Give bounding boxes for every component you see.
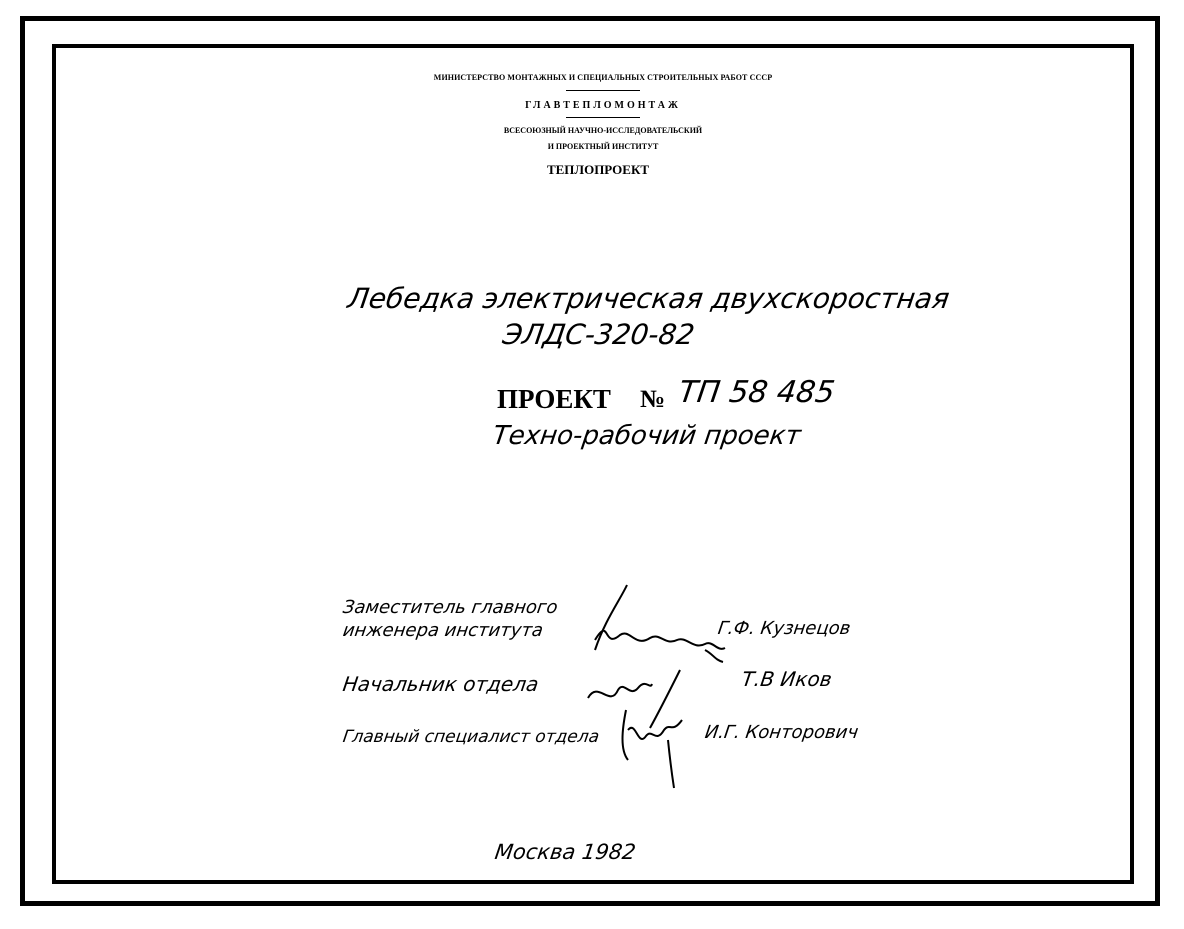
- signature-name-ikov: Т.В Иков: [740, 667, 834, 691]
- project-type: Техно-рабочий проект: [490, 421, 803, 451]
- signature-role-deputy-chief-engineer-line2: инженера института: [341, 620, 545, 641]
- signature-role-chief-specialist: Главный специалист отдела: [341, 727, 601, 747]
- header-rule-2: [566, 117, 640, 118]
- handwritten-signature-3: [612, 700, 702, 790]
- institute-name: ТЕПЛОПРОЕКТ: [546, 162, 650, 177]
- signature-role-deputy-chief-engineer: Заместитель главного: [341, 597, 560, 618]
- glavk-heading: ГЛАВТЕПЛОМОНТАЖ: [525, 100, 681, 111]
- signature-name-kuznetsov: Г.Ф. Кузнецов: [716, 618, 852, 639]
- ministry-heading: МИНИСТЕРСТВО МОНТАЖНЫХ И СПЕЦИАЛЬНЫХ СТРОИТЕЛЬНЫХ РАБОТ СССР: [433, 73, 773, 82]
- city-and-year: Москва 1982: [493, 840, 638, 864]
- institute-line-1: ВСЕСОЮЗНЫЙ НАУЧНО-ИССЛЕДОВАТЕЛЬСКИЙ: [503, 126, 703, 135]
- signature-name-kontorovich: И.Г. Конторович: [703, 722, 860, 743]
- project-number: ТП 58 485: [676, 375, 837, 410]
- signature-role-department-head: Начальник отдела: [341, 672, 541, 696]
- header-rule-1: [566, 90, 640, 91]
- project-label: ПРОЕКТ: [497, 384, 611, 414]
- document-title: Лебедка электрическая двухскоростная: [345, 282, 952, 315]
- product-code: ЭЛДС-320-82: [500, 318, 697, 351]
- number-sign: №: [640, 386, 666, 413]
- institute-line-2: И ПРОЕКТНЫЙ ИНСТИТУТ: [547, 142, 659, 151]
